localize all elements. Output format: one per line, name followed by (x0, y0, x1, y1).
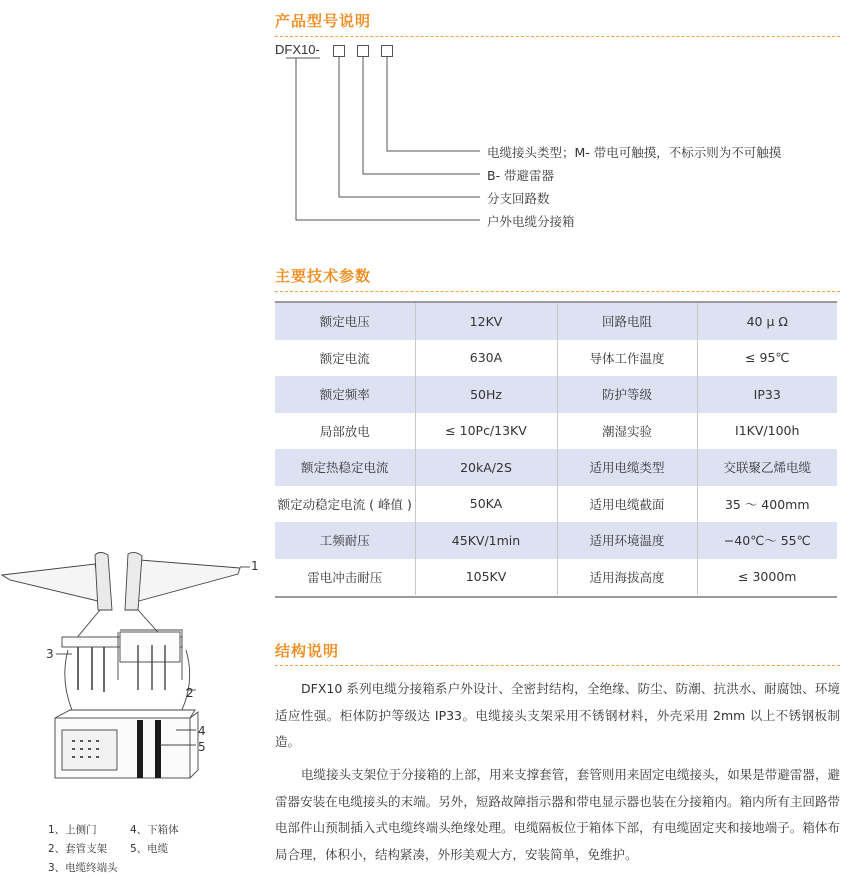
callout-4: 4 (198, 724, 206, 738)
model-code: DFX10- (275, 42, 320, 57)
param-name-cell: 导体工作温度 (557, 340, 697, 377)
legend-item-2: 2、套管支架 (48, 843, 108, 855)
param-value-cell: ≤ 95℃ (697, 340, 837, 377)
table-row (275, 303, 837, 340)
param-value-cell: 105KV (415, 559, 557, 596)
cable-2 (155, 720, 161, 778)
legend-item-1: 1、上侧门 (48, 824, 97, 836)
callout-1: 1 (251, 559, 259, 573)
model-section-title: 产品型号说明 (275, 12, 372, 30)
param-name-cell: 局部放电 (275, 413, 415, 450)
param-value-cell: 45KV/1min (415, 522, 557, 559)
param-name-cell: 适用海拔高度 (557, 559, 697, 596)
param-name-cell: 额定电压 (275, 303, 415, 340)
table-row (275, 486, 837, 523)
params-table (275, 303, 837, 595)
table-row (275, 559, 837, 596)
upper-left-door (2, 564, 102, 602)
param-name-cell: 工频耐压 (275, 522, 415, 559)
param-name-cell: 回路电阻 (557, 303, 697, 340)
legend-item-4: 4、下箱体 (130, 824, 179, 836)
param-value-cell: ≤ 3000m (697, 559, 837, 596)
param-name-cell: 额定动稳定电流 ( 峰值 ) (275, 486, 415, 523)
leader-line-branch-count (339, 57, 480, 197)
param-value-cell: 12KV (415, 303, 557, 340)
upper-right-door (135, 560, 240, 602)
param-name-cell: 额定热稳定电流 (275, 449, 415, 486)
table-bottom-border (275, 596, 837, 598)
param-value-cell: I1KV/100h (697, 413, 837, 450)
cable-terminals-left (78, 647, 104, 692)
param-value-cell: 35 ～ 400mm (697, 486, 837, 523)
param-value-cell: 交联聚乙烯电缆 (697, 449, 837, 486)
structure-paragraph-1: DFX10 系列电缆分接箱系户外设计、全密封结构，全绝缘、防尘、防潮、抗洪水、耐腐蚀、环境适应性强。柜体防护等级达 IP33。电缆接头支架采用不锈钢材料，外壳采用 2mm 以上不锈钢板制造。 (275, 681, 840, 749)
leader-text-branch-count: 分支回路数 (487, 191, 550, 206)
callout-2: 2 (186, 686, 194, 700)
param-name-cell: 防护等级 (557, 376, 697, 413)
table-row (275, 449, 837, 486)
table-row (275, 340, 837, 377)
table-row (275, 413, 837, 450)
param-name-cell: 适用环境温度 (557, 522, 697, 559)
cable-1 (137, 720, 143, 778)
param-name-cell: 适用电缆截面 (557, 486, 697, 523)
params-section-title: 主要技术参数 (275, 267, 372, 285)
section-divider (275, 291, 840, 292)
model-leader-lines (0, 0, 850, 240)
param-value-cell: 40 μ Ω (697, 303, 837, 340)
structure-paragraph-2: 电缆接头支架位于分接箱的上部，用来支撑套管，套管则用来固定电缆接头，如果是带避雷器，避雷器安装在电缆接头的末端。另外，短路故障指示器和带电显示器也装在分接箱内。箱内所有主回路带电部件山预制插入式电缆终端头绝缘处理。电缆隔板位于箱体下部，有电缆固定夹和接地端子。箱体布局合理，体积小，结构紧凑，外形美观大方，安装简单，免维护。 (275, 767, 840, 862)
callout-5: 5 (198, 740, 206, 754)
table-row (275, 376, 837, 413)
leader-text-connector-type: 电缆接头类型；M- 带电可触摸，不标示则为不可触摸 (487, 145, 782, 160)
leader-line-outdoor-box (296, 58, 480, 220)
table-row (275, 522, 837, 559)
right-hinge-post (125, 552, 142, 610)
leader-text-arrester: B- 带避雷器 (487, 168, 555, 183)
leader-text-outdoor-box: 户外电缆分接箱 (487, 214, 575, 229)
param-value-cell: −40℃～ 55℃ (697, 522, 837, 559)
param-name-cell: 潮湿实验 (557, 413, 697, 450)
param-value-cell: 50KA (415, 486, 557, 523)
leader-line-arrester (363, 57, 480, 174)
callout-3: 3 (46, 647, 54, 661)
param-value-cell: IP33 (697, 376, 837, 413)
param-value-cell: 50Hz (415, 376, 557, 413)
cable-box-diagram (0, 540, 270, 790)
left-hinge-post (95, 553, 112, 611)
param-name-cell: 额定电流 (275, 340, 415, 377)
structure-section-title: 结构说明 (275, 642, 340, 660)
param-value-cell: 630A (415, 340, 557, 377)
param-value-cell: ≤ 10Pc/13KV (415, 413, 557, 450)
param-name-cell: 额定频率 (275, 376, 415, 413)
param-name-cell: 适用电缆类型 (557, 449, 697, 486)
param-name-cell: 雷电冲击耐压 (275, 559, 415, 596)
legend-item-3: 3、电缆终端头 (48, 862, 118, 874)
section-divider (275, 665, 840, 666)
param-value-cell: 20kA/2S (415, 449, 557, 486)
leader-line-connector-type (387, 57, 480, 151)
legend-item-5: 5、电缆 (130, 843, 169, 855)
